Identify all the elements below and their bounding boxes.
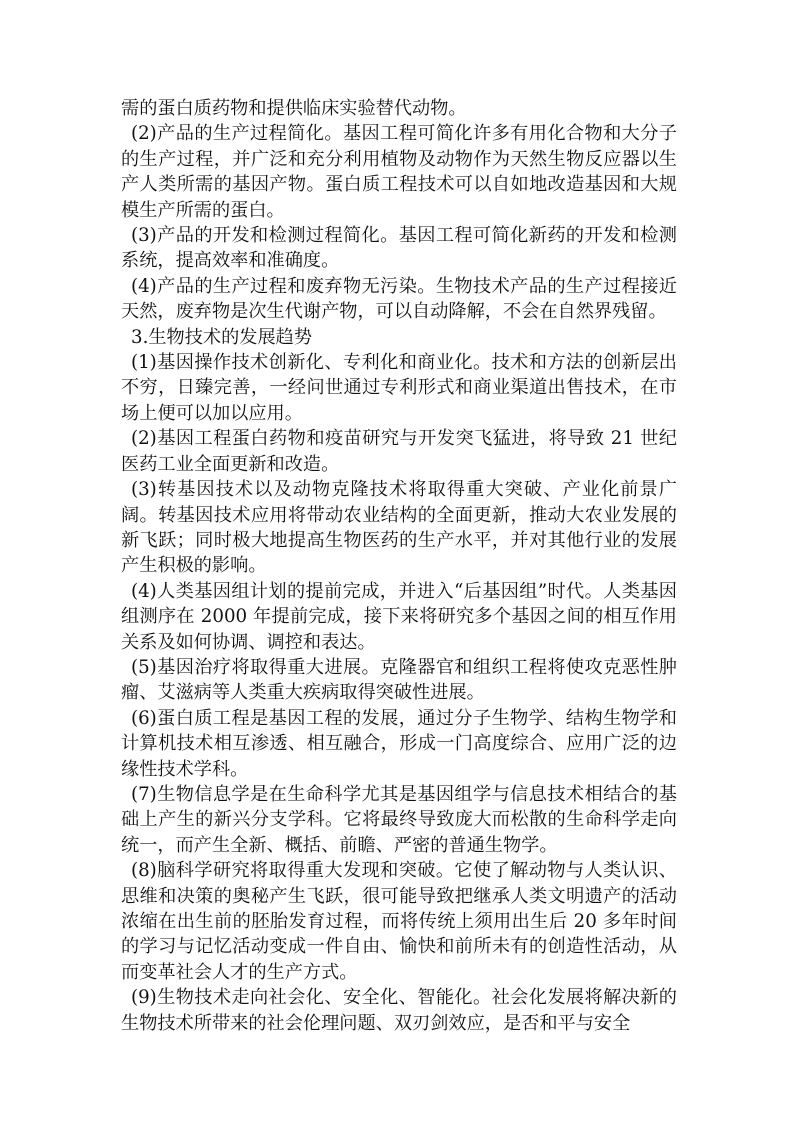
trend-item-1: (1)基因操作技术创新化、专利化和商业化。技术和方法的创新层出不穷，日臻完善，一经问世通过专利形式和商业渠道出售技术，在市场上便可以加以应用。 xyxy=(121,352,677,424)
trend-item-4: (4)人类基因组计划的提前完成，并进入“后基因组”时代。人类基因组测序在 2000 年提前完成，接下来将研究多个基因之间的相互作用关系及如何协调、调控和表达。 xyxy=(121,580,677,653)
trend-item-6: (6)蛋白质工程是基因工程的发展，通过分子生物学、结构生物学和计算机技术相互渗透、相互融合，形成一门高度综合、应用广泛的边缘性技术学科。 xyxy=(121,707,677,780)
section-heading: 3.生物技术的发展趋势 xyxy=(131,326,313,348)
document-body xyxy=(121,96,677,1036)
paragraph-point-2: (2)产品的生产过程简化。基因工程可简化许多有用化合物和大分子的生产过程，并广泛和充分利用植物及动物作为天然生物反应器以生产人类所需的基因产物。蛋白质工程技术可以自如地改造基因和大规模生产所需的蛋白。 xyxy=(121,123,677,221)
trend-item-9: (9)生物技术走向社会化、安全化、智能化。社会化发展将解决新的生物技术所带来的社会伦理问题、双刃剑效应，是否和平与安全 xyxy=(121,987,677,1034)
trend-item-8: (8)脑科学研究将取得重大发现和突破。它使了解动物与人类认识、思维和决策的奥秘产生飞跃，很可能导致把继承人类文明遗产的活动浓缩在出生前的胚胎发育过程，而将传统上须用出生后 20 多年时间的学习与记忆活动变成一件自由、愉快和前所未有的创造性活动，从而变革社会人才的生产方式。 xyxy=(121,860,677,983)
trend-item-7: (7)生物信息学是在生命科学尤其是基因组学与信息技术相结合的基础上产生的新兴分支学科。它将最终导致庞大而松散的生命科学走向统一，而产生全新、概括、前瞻、严密的普通生物学。 xyxy=(121,783,677,856)
trend-item-2: (2)基因工程蛋白药物和疫苗研究与开发突飞猛进，将导致 21 世纪医药工业全面更新和改造。 xyxy=(121,428,677,475)
paragraph-continuation: 需的蛋白质药物和提供临床实验替代动物。 xyxy=(121,98,467,119)
paragraph-point-4: (4)产品的生产过程和废弃物无污染。生物技术产品的生产过程接近天然，废弃物是次生代谢产物，可以自动降解，不会在自然界残留。 xyxy=(121,275,677,323)
paragraph-point-3: (3)产品的开发和检测过程简化。基因工程可简化新药的开发和检测系统，提高效率和准确度。 xyxy=(121,225,677,272)
trend-item-3: (3)转基因技术以及动物克隆技术将取得重大突破、产业化前景广阔。转基因技术应用将带动农业结构的全面更新，推动大农业发展的新飞跃；同时极大地提高生物医药的生产水平，并对其他行业的发展产生积极的影响。 xyxy=(121,479,677,577)
trend-item-5: (5)基因治疗将取得重大进展。克隆器官和组织工程将使攻克恶性肿瘤、艾滋病等人类重大疾病取得突破性进展。 xyxy=(121,656,677,704)
